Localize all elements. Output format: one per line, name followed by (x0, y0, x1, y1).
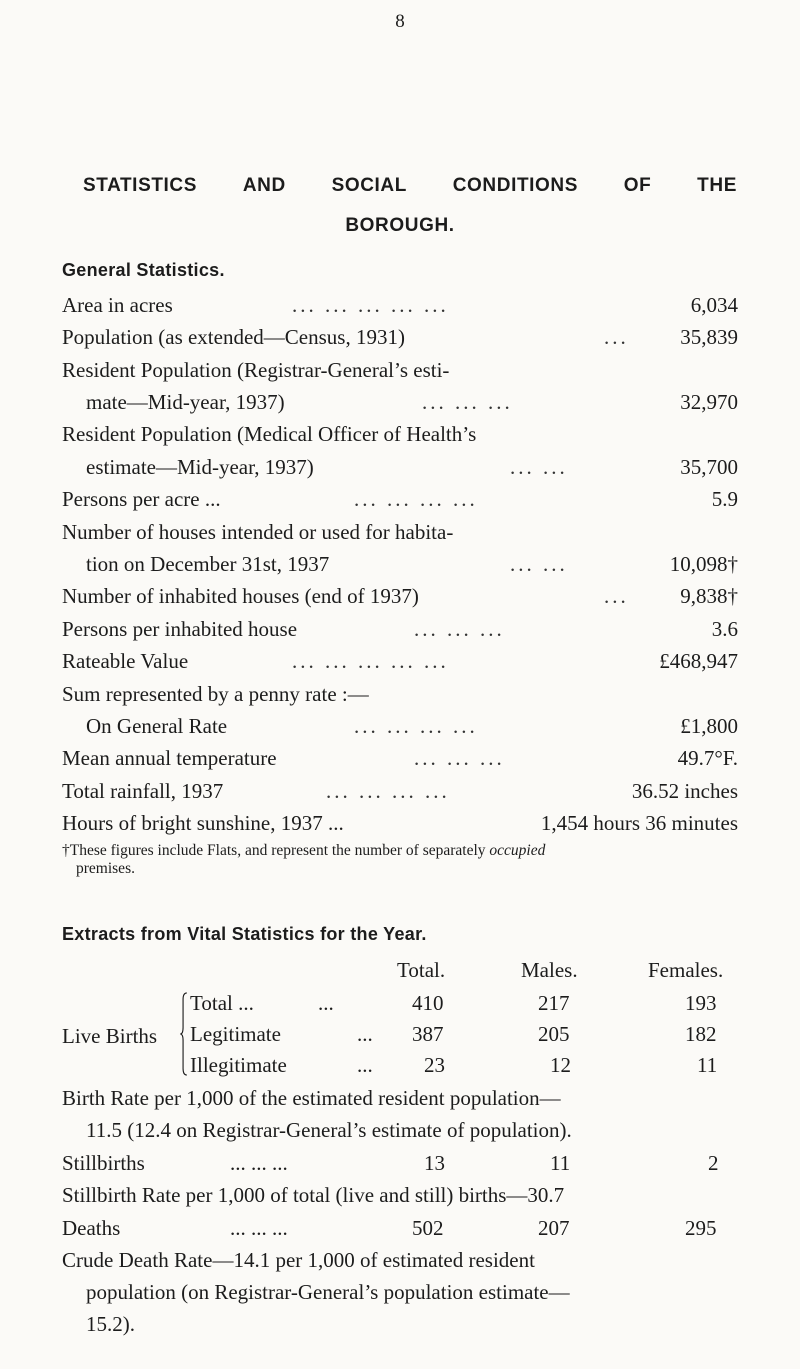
stat-row (62, 679, 738, 709)
title-word: AND (242, 175, 286, 196)
stat-value: 1,454 hours 36 minutes (540, 811, 738, 835)
stat-label: Resident Population (Medical Officer of Health’s (62, 422, 477, 446)
leader-dots: ... ... ... ... (354, 487, 478, 511)
column-header-females: Females. (648, 958, 724, 982)
stillbirth-rate-text: Stillbirth Rate per 1,000 of total (live and still) births—30.7 (62, 1183, 565, 1207)
vital-males: 217 (538, 991, 570, 1015)
stat-label: tion on December 31st, 1937 (86, 552, 330, 576)
leader-dots: ... (357, 1053, 373, 1077)
page-title (83, 175, 737, 197)
leader-dots: ... ... ... (422, 390, 513, 414)
vital-row-label: Total ... (190, 991, 254, 1015)
stat-label: Persons per inhabited house (62, 617, 298, 641)
deaths-total: 502 (412, 1216, 444, 1240)
column-header-males: Males. (521, 958, 578, 982)
stat-value: 9,838† (680, 584, 738, 608)
stat-row (62, 711, 738, 741)
stat-value: 5.9 (711, 487, 738, 511)
stat-value: 10,098† (669, 552, 738, 576)
stat-label: Population (as extended—Census, 1931) (62, 325, 405, 349)
live-births-label: Live Births (62, 1024, 158, 1048)
vital-row-label: Illegitimate (190, 1053, 287, 1077)
footnote-emphasis: occupied (489, 842, 546, 859)
stat-row (62, 776, 738, 806)
leader-dots: ... ... ... ... (326, 779, 450, 803)
stat-value: 3.6 (711, 617, 738, 641)
stat-label: Number of houses intended or used for habita- (62, 520, 454, 544)
vital-statistics-heading: Extracts from Vital Statistics for the Year. (62, 924, 427, 944)
page-number: 8 (395, 11, 405, 32)
stat-label: mate—Mid-year, 1937) (86, 390, 285, 414)
stat-row (62, 387, 738, 417)
leader-dots: ... ... ... ... ... (292, 293, 449, 317)
stat-row (62, 808, 738, 838)
stat-value: £1,800 (680, 714, 738, 738)
footnote-text-cont: premises. (76, 860, 135, 877)
stat-label: Resident Population (Registrar-General’s esti- (62, 358, 450, 382)
title-word: THE (697, 175, 737, 196)
stat-value: 32,970 (680, 390, 738, 414)
vital-total: 23 (424, 1053, 445, 1077)
general-statistics-heading: General Statistics. (62, 260, 225, 280)
stat-row (62, 355, 738, 385)
stat-row (62, 517, 738, 547)
brace-icon (180, 992, 188, 1076)
title-word: SOCIAL (331, 175, 407, 196)
stat-label: estimate—Mid-year, 1937) (86, 455, 314, 479)
leader-dots: ... ... (510, 455, 568, 479)
stat-row (62, 743, 738, 773)
leader-dots: ... (357, 1022, 373, 1046)
stillbirths-females: 2 (708, 1151, 719, 1175)
page-title-line2: BOROUGH. (345, 215, 455, 236)
stat-label: Area in acres (62, 293, 173, 317)
vital-females: 193 (685, 991, 717, 1015)
vital-total: 387 (412, 1022, 444, 1046)
death-rate-text: Crude Death Rate—14.1 per 1,000 of estimated resident (62, 1248, 535, 1272)
stat-row (62, 549, 738, 579)
leader-dots: ... ... ... (230, 1216, 288, 1240)
leader-dots: ... ... ... ... (354, 714, 478, 738)
leader-dots: ... (604, 325, 629, 349)
leader-dots: ... ... ... (414, 746, 505, 770)
stat-row (62, 322, 738, 352)
title-word: STATISTICS (83, 175, 198, 196)
stat-value: 49.7°F. (677, 746, 738, 770)
birth-rate-text: Birth Rate per 1,000 of the estimated resident population— (62, 1086, 561, 1110)
vital-females: 182 (685, 1022, 717, 1046)
footnote-text: †These figures include Flats, and represent the number of separately (62, 842, 486, 859)
deaths-females: 295 (685, 1216, 717, 1240)
vital-females: 11 (697, 1053, 718, 1077)
stat-value: 36.52 inches (631, 779, 738, 803)
vital-row-label: Legitimate (190, 1022, 281, 1046)
stat-label: Persons per acre ... (62, 487, 221, 511)
stat-row (62, 290, 738, 320)
stat-value: 35,700 (680, 455, 738, 479)
stat-label: Total rainfall, 1937 (62, 779, 224, 803)
stat-value: £468,947 (659, 649, 738, 673)
column-header-total: Total. (397, 958, 446, 982)
stat-row (62, 452, 738, 482)
stat-label: Sum represented by a penny rate :— (62, 682, 369, 706)
vital-males: 205 (538, 1022, 570, 1046)
stillbirths-males: 11 (550, 1151, 571, 1175)
birth-rate-text-cont: 11.5 (12.4 on Registrar-General’s estimate of population). (86, 1118, 572, 1142)
stat-row (62, 581, 738, 611)
footnote (62, 842, 738, 878)
stat-row (62, 646, 738, 676)
stat-label: Hours of bright sunshine, 1937 ... (62, 811, 344, 835)
stat-row (62, 484, 738, 514)
leader-dots: ... ... (510, 552, 568, 576)
leader-dots: ... (604, 584, 629, 608)
leader-dots: ... (318, 991, 334, 1015)
stat-value: 35,839 (680, 325, 738, 349)
leader-dots: ... ... ... ... ... (292, 649, 449, 673)
vital-males: 12 (550, 1053, 571, 1077)
vital-total: 410 (412, 991, 444, 1015)
stat-label: Rateable Value (62, 649, 189, 673)
leader-dots: ... ... ... (414, 617, 505, 641)
stat-label: Number of inhabited houses (end of 1937) (62, 584, 419, 608)
stat-label: On General Rate (86, 714, 228, 738)
title-word: CONDITIONS (452, 175, 579, 196)
title-word: OF (623, 175, 652, 196)
stat-row (62, 419, 738, 449)
stat-label: Mean annual temperature (62, 746, 277, 770)
leader-dots: ... ... ... (230, 1151, 288, 1175)
stillbirths-total: 13 (424, 1151, 445, 1175)
death-rate-text-end: 15.2). (86, 1312, 135, 1336)
death-rate-text-cont: population (on Registrar-General’s population estimate— (86, 1280, 570, 1304)
stillbirths-label: Stillbirths (62, 1151, 145, 1175)
stat-row (62, 614, 738, 644)
stat-value: 6,034 (690, 293, 738, 317)
deaths-males: 207 (538, 1216, 570, 1240)
deaths-label: Deaths (62, 1216, 121, 1240)
